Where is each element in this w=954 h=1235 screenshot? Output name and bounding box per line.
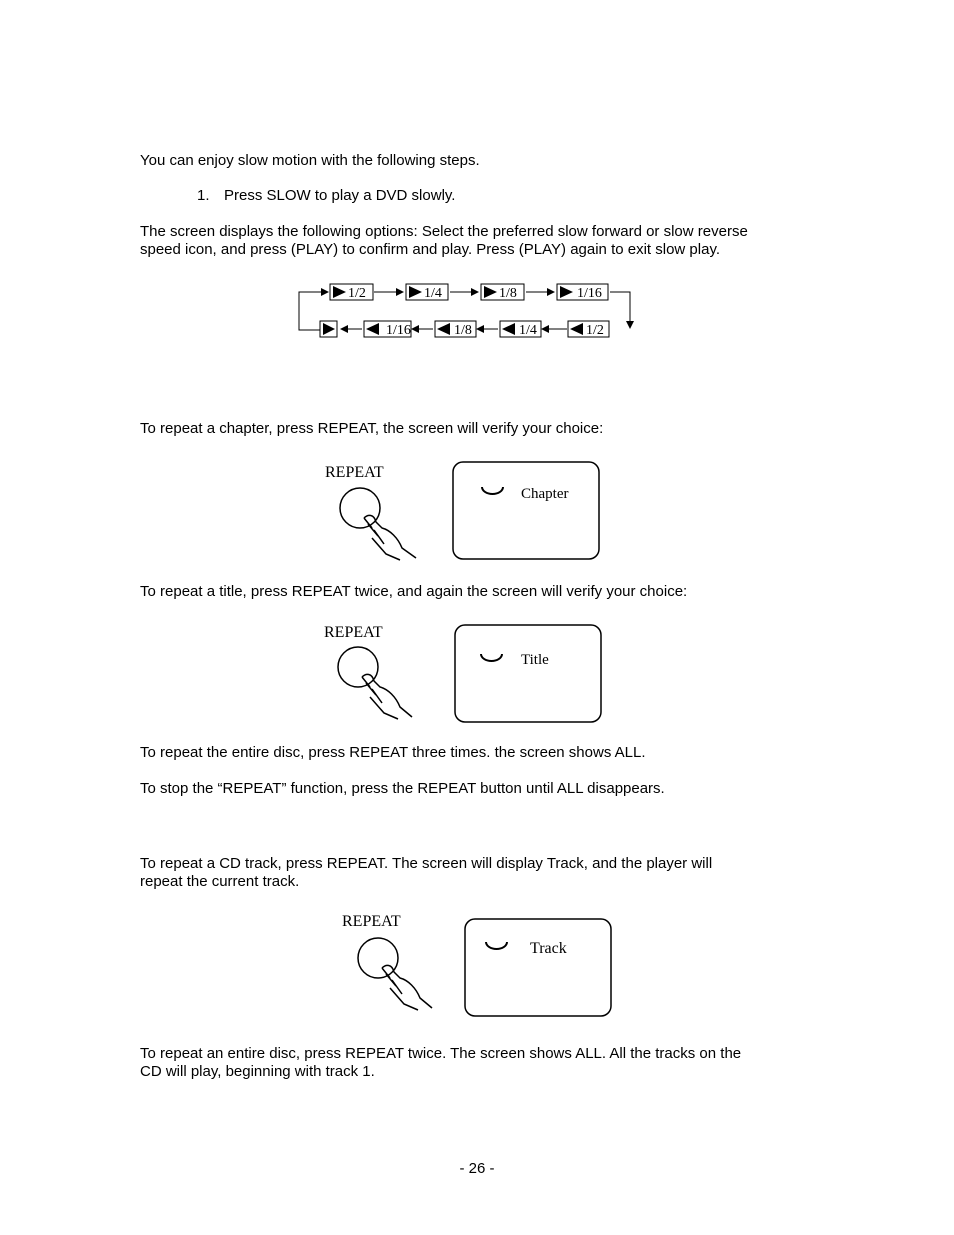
repeat-button-label: REPEAT <box>325 464 384 481</box>
slow-speed-diagram <box>290 278 650 348</box>
reverse-speed-4[interactable] <box>364 321 411 338</box>
reverse-speed-2[interactable] <box>500 321 541 338</box>
pressing-hand-icon <box>364 515 416 560</box>
disc-all-text: To repeat the entire disc, press REPEAT three times. the screen shows ALL. <box>140 744 646 761</box>
screen-display <box>465 919 611 1016</box>
repeat-button-label: REPEAT <box>342 913 401 930</box>
screen-label: Chapter <box>521 486 569 502</box>
reverse-speed-label: 1/4 <box>519 323 537 338</box>
forward-speed-2[interactable] <box>406 284 448 301</box>
forward-speed-label: 1/4 <box>424 286 442 301</box>
repeat-chapter-figure <box>320 458 610 568</box>
stop-repeat-text: To stop the “REPEAT” function, press the REPEAT button until ALL disappears. <box>140 780 665 797</box>
reverse-speed-label: 1/16 <box>386 323 411 338</box>
forward-speed-label: 1/2 <box>348 286 366 301</box>
cd-disc-line1: To repeat an entire disc, press REPEAT twice. The screen shows ALL. All the tracks on the <box>140 1045 742 1062</box>
screen-display <box>453 462 599 559</box>
screen-label: Title <box>521 652 549 668</box>
cd-disc-line2: CD will play, beginning with track 1. <box>140 1063 375 1080</box>
title-text: To repeat a title, press REPEAT twice, and again the screen will verify your choice: <box>140 583 688 600</box>
repeat-track-figure <box>338 908 628 1023</box>
forward-speed-3[interactable] <box>481 284 524 301</box>
step-number: 1. <box>197 187 210 204</box>
forward-speed-1[interactable] <box>330 284 373 301</box>
intro-text: You can enjoy slow motion with the following steps. <box>140 152 480 169</box>
screen-label: Track <box>530 940 567 957</box>
chapter-text: To repeat a chapter, press REPEAT, the screen will verify your choice: <box>140 420 604 437</box>
normal-play-box[interactable] <box>320 321 337 337</box>
pressing-hand-icon <box>382 965 432 1010</box>
forward-speed-label: 1/8 <box>499 286 517 301</box>
repeat-button[interactable] <box>338 647 412 719</box>
screen-display <box>455 625 601 722</box>
reverse-speed-3[interactable] <box>435 321 476 338</box>
reverse-speed-label: 1/2 <box>586 323 604 338</box>
slow-desc-line1: The screen displays the following options: Select the preferred slow forward or slow reverse <box>140 223 748 240</box>
repeat-title-figure <box>320 621 610 731</box>
pressing-hand-icon <box>362 674 412 719</box>
cd-track-line1: To repeat a CD track, press REPEAT. The screen will display Track, and the player will <box>140 855 713 872</box>
forward-speed-4[interactable] <box>557 284 608 301</box>
slow-desc-line2: speed icon, and press (PLAY) to confirm and play. Press (PLAY) again to exit slow play. <box>140 241 720 258</box>
step-text: Press SLOW to play a DVD slowly. <box>224 187 456 204</box>
cd-track-line2: repeat the current track. <box>140 873 300 890</box>
forward-speed-label: 1/16 <box>577 286 602 301</box>
page-number: - 26 - <box>459 1160 495 1177</box>
reverse-speed-label: 1/8 <box>454 323 472 338</box>
repeat-button[interactable] <box>340 488 416 560</box>
reverse-speed-1[interactable] <box>568 321 609 338</box>
repeat-button-label: REPEAT <box>324 624 383 641</box>
repeat-button[interactable] <box>358 938 432 1010</box>
